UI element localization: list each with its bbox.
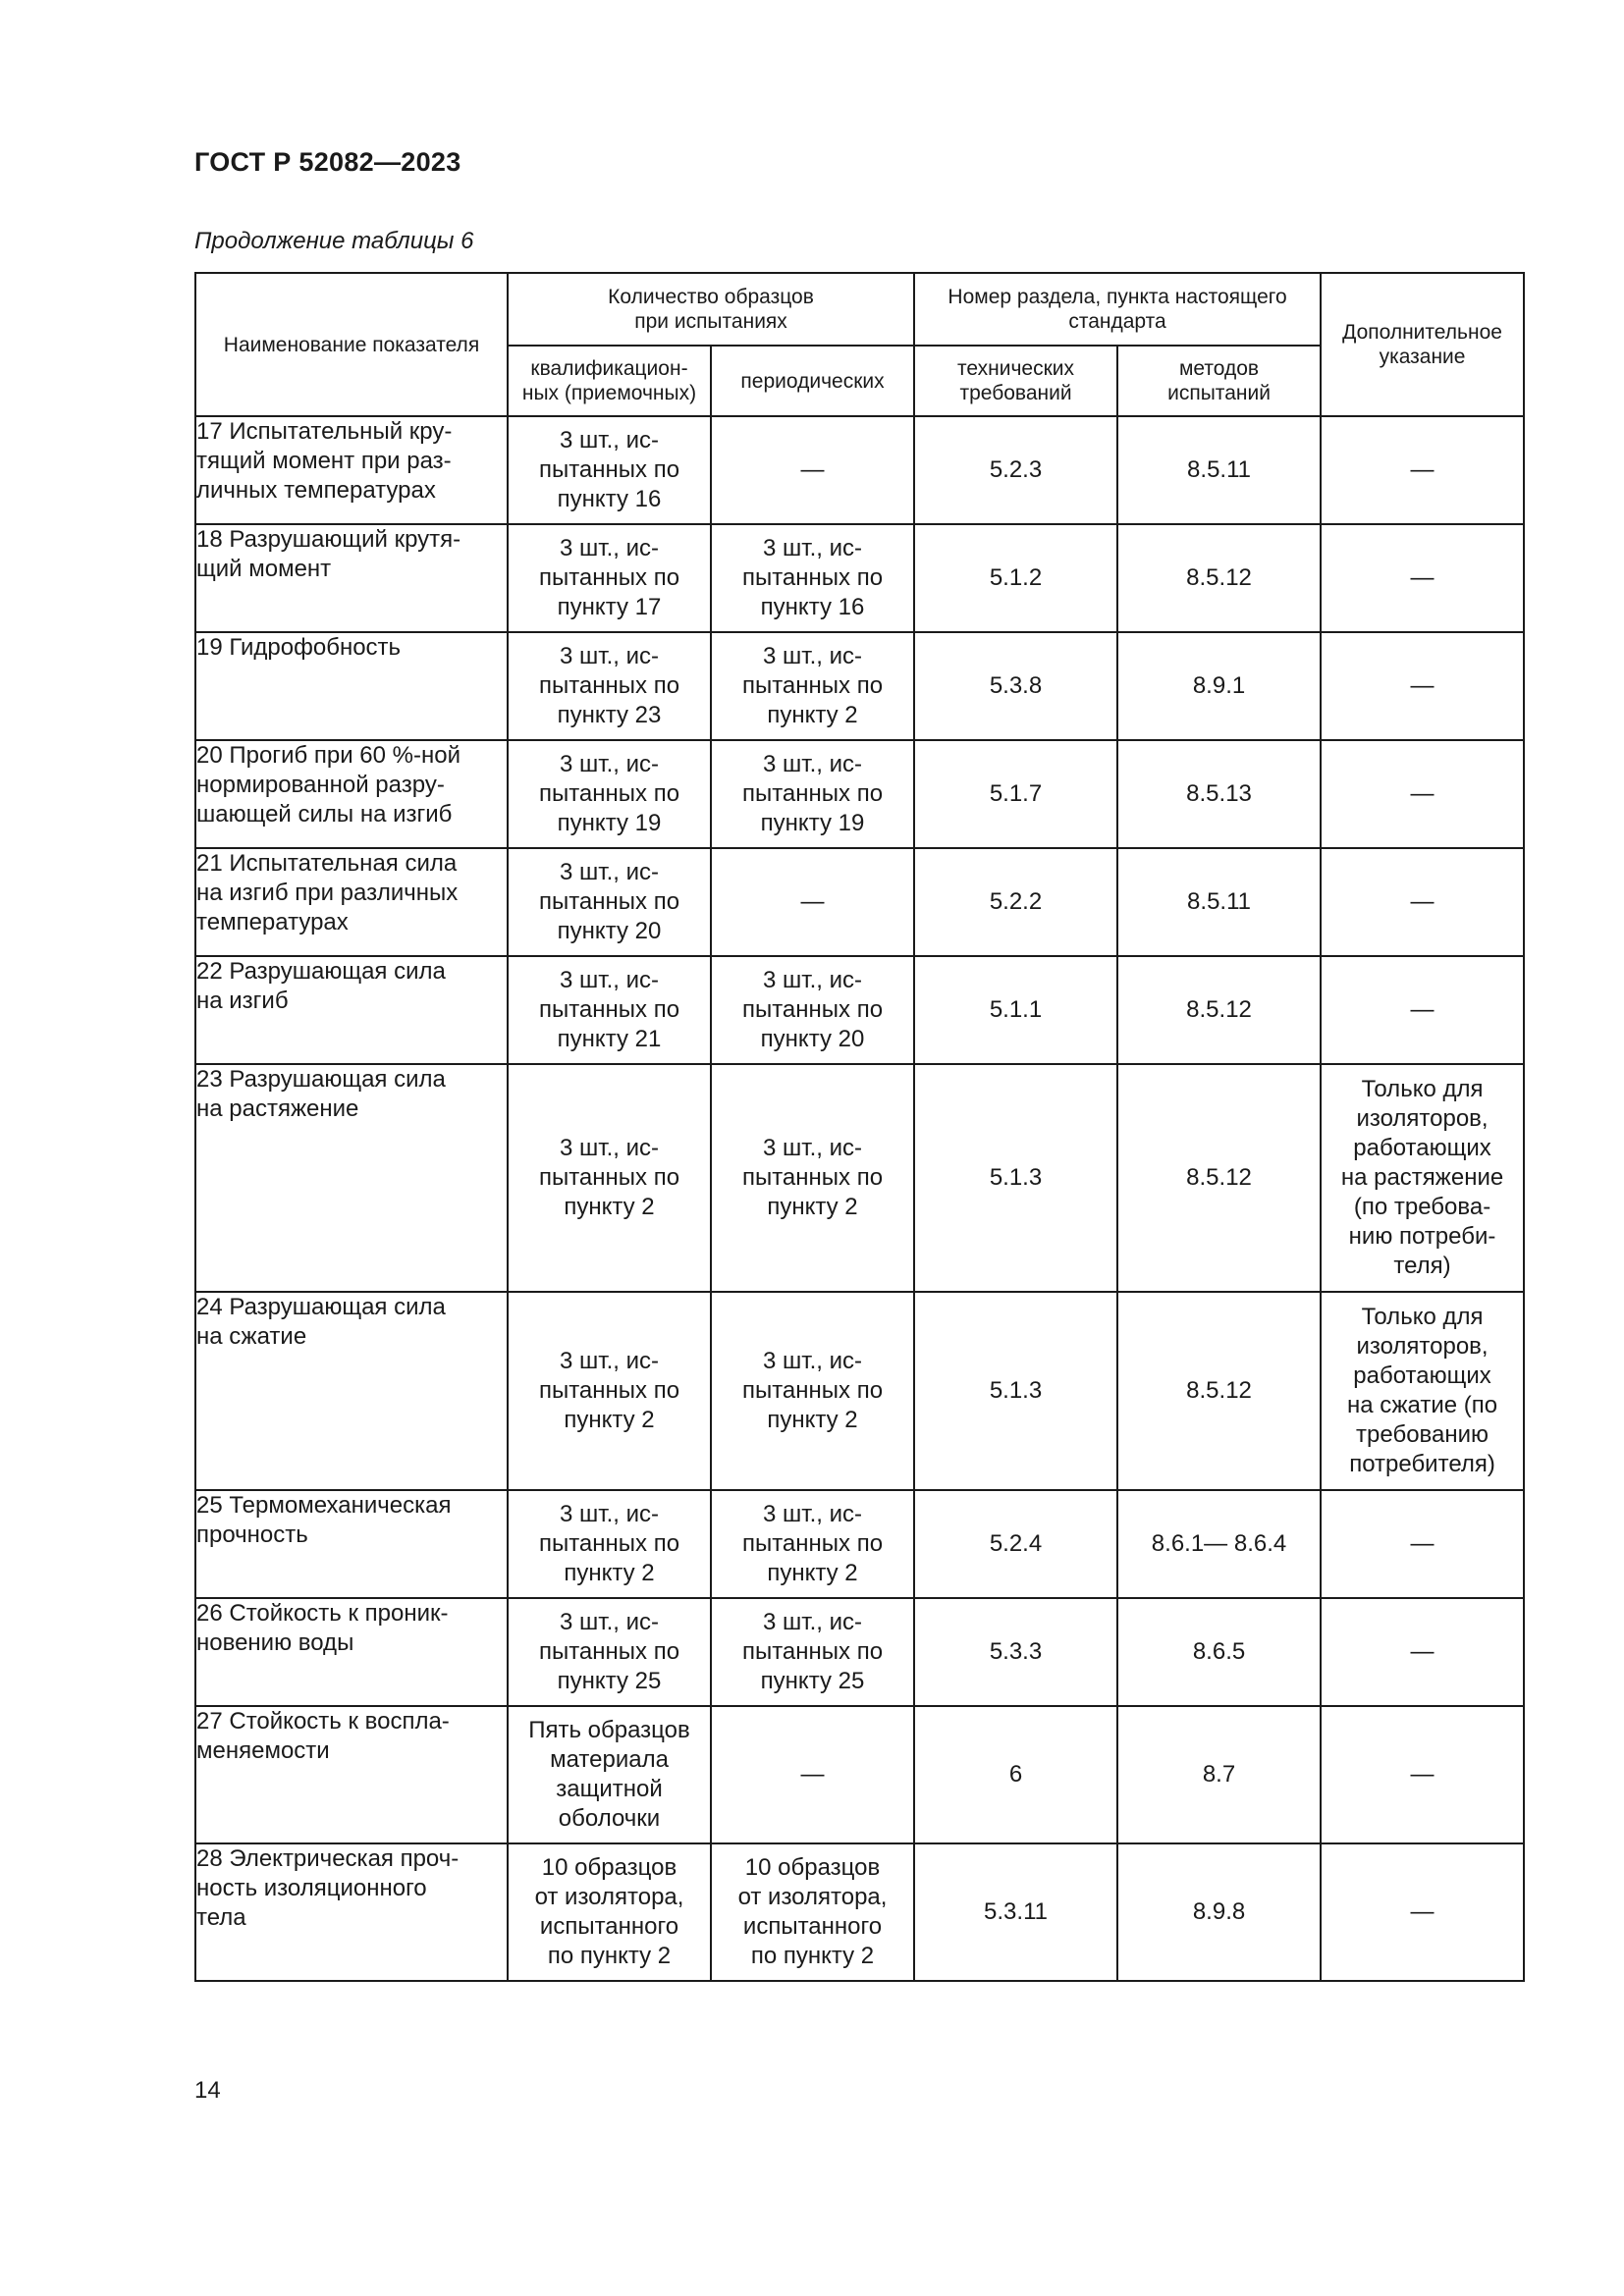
technical-requirements-cell: 5.1.1 bbox=[914, 956, 1117, 1064]
indicator-name-cell: 27 Стойкость к воспла- меняемости bbox=[195, 1706, 508, 1843]
test-methods-cell: 8.6.1— 8.6.4 bbox=[1117, 1490, 1321, 1598]
test-methods-cell: 8.9.1 bbox=[1117, 632, 1321, 740]
technical-requirements-cell: 5.1.7 bbox=[914, 740, 1117, 848]
table-row bbox=[195, 956, 1524, 1064]
test-methods-cell: 8.7 bbox=[1117, 1706, 1321, 1843]
additional-note-cell: — bbox=[1321, 1843, 1524, 1981]
indicator-name-cell: 23 Разрушающая сила на растяжение bbox=[195, 1064, 508, 1292]
qualification-samples-cell: 3 шт., ис- пытанных по пункту 17 bbox=[508, 524, 711, 632]
additional-note-cell: — bbox=[1321, 524, 1524, 632]
table-row bbox=[195, 848, 1524, 956]
table-body bbox=[195, 416, 1524, 1981]
technical-requirements-cell: 5.2.2 bbox=[914, 848, 1117, 956]
header-name: Наименование показателя bbox=[195, 273, 508, 416]
indicator-name-cell: 21 Испытательная сила на изгиб при различных температурах bbox=[195, 848, 508, 956]
qualification-samples-cell: 3 шт., ис- пытанных по пункту 2 bbox=[508, 1490, 711, 1598]
additional-note-cell: — bbox=[1321, 1490, 1524, 1598]
qualification-samples-cell: 3 шт., ис- пытанных по пункту 2 bbox=[508, 1064, 711, 1292]
technical-requirements-cell: 5.3.8 bbox=[914, 632, 1117, 740]
indicator-name-cell: 26 Стойкость к проник- новению воды bbox=[195, 1598, 508, 1706]
technical-requirements-cell: 6 bbox=[914, 1706, 1117, 1843]
header-periodic: периодических bbox=[711, 346, 914, 416]
qualification-samples-cell: 3 шт., ис- пытанных по пункту 20 bbox=[508, 848, 711, 956]
qualification-samples-cell: 3 шт., ис- пытанных по пункту 19 bbox=[508, 740, 711, 848]
indicator-name-cell: 17 Испытательный кру- тящий момент при раз- личных температурах bbox=[195, 416, 508, 524]
technical-requirements-cell: 5.2.3 bbox=[914, 416, 1117, 524]
additional-note-cell: — bbox=[1321, 956, 1524, 1064]
document-header: ГОСТ Р 52082—2023 bbox=[194, 147, 461, 177]
additional-note-cell: — bbox=[1321, 416, 1524, 524]
table-row bbox=[195, 1706, 1524, 1843]
periodic-samples-cell: 3 шт., ис- пытанных по пункту 2 bbox=[711, 1064, 914, 1292]
periodic-samples-cell: 3 шт., ис- пытанных по пункту 2 bbox=[711, 1490, 914, 1598]
test-methods-cell: 8.5.11 bbox=[1117, 416, 1321, 524]
table-row bbox=[195, 1064, 1524, 1292]
periodic-samples-cell: 3 шт., ис- пытанных по пункту 2 bbox=[711, 632, 914, 740]
additional-note-cell: — bbox=[1321, 632, 1524, 740]
indicator-name-cell: 28 Электрическая проч- ность изоляционного тела bbox=[195, 1843, 508, 1981]
technical-requirements-cell: 5.1.3 bbox=[914, 1064, 1117, 1292]
periodic-samples-cell: — bbox=[711, 1706, 914, 1843]
qualification-samples-cell: 3 шт., ис- пытанных по пункту 23 bbox=[508, 632, 711, 740]
test-methods-cell: 8.6.5 bbox=[1117, 1598, 1321, 1706]
table-row bbox=[195, 416, 1524, 524]
header-section-group: Номер раздела, пункта настоящего стандарта bbox=[914, 273, 1321, 346]
page-number: 14 bbox=[194, 2077, 221, 2104]
periodic-samples-cell: — bbox=[711, 416, 914, 524]
technical-requirements-cell: 5.3.3 bbox=[914, 1598, 1117, 1706]
header-additional: Дополнительное указание bbox=[1321, 273, 1524, 416]
test-methods-cell: 8.5.12 bbox=[1117, 1064, 1321, 1292]
table-row bbox=[195, 1292, 1524, 1490]
technical-requirements-cell: 5.3.11 bbox=[914, 1843, 1117, 1981]
header-technical: технических требований bbox=[914, 346, 1117, 416]
indicator-name-cell: 24 Разрушающая сила на сжатие bbox=[195, 1292, 508, 1490]
additional-note-cell: — bbox=[1321, 1598, 1524, 1706]
technical-requirements-cell: 5.1.3 bbox=[914, 1292, 1117, 1490]
periodic-samples-cell: 3 шт., ис- пытанных по пункту 2 bbox=[711, 1292, 914, 1490]
additional-note-cell: — bbox=[1321, 848, 1524, 956]
periodic-samples-cell: 3 шт., ис- пытанных по пункту 20 bbox=[711, 956, 914, 1064]
periodic-samples-cell: 3 шт., ис- пытанных по пункту 25 bbox=[711, 1598, 914, 1706]
test-methods-cell: 8.5.11 bbox=[1117, 848, 1321, 956]
qualification-samples-cell: 3 шт., ис- пытанных по пункту 2 bbox=[508, 1292, 711, 1490]
indicator-name-cell: 18 Разрушающий крутя- щий момент bbox=[195, 524, 508, 632]
header-methods: методов испытаний bbox=[1117, 346, 1321, 416]
qualification-samples-cell: 3 шт., ис- пытанных по пункту 25 bbox=[508, 1598, 711, 1706]
technical-requirements-cell: 5.1.2 bbox=[914, 524, 1117, 632]
table-row bbox=[195, 632, 1524, 740]
additional-note-cell: — bbox=[1321, 740, 1524, 848]
table-row bbox=[195, 1843, 1524, 1981]
periodic-samples-cell: — bbox=[711, 848, 914, 956]
specification-table bbox=[194, 272, 1525, 1982]
additional-note-cell: — bbox=[1321, 1706, 1524, 1843]
periodic-samples-cell: 3 шт., ис- пытанных по пункту 16 bbox=[711, 524, 914, 632]
test-methods-cell: 8.9.8 bbox=[1117, 1843, 1321, 1981]
additional-note-cell: Только для изоляторов, работающих на растяжение (по требова- нию потреби- теля) bbox=[1321, 1064, 1524, 1292]
technical-requirements-cell: 5.2.4 bbox=[914, 1490, 1117, 1598]
table-row bbox=[195, 524, 1524, 632]
test-methods-cell: 8.5.12 bbox=[1117, 1292, 1321, 1490]
test-methods-cell: 8.5.12 bbox=[1117, 524, 1321, 632]
periodic-samples-cell: 3 шт., ис- пытанных по пункту 19 bbox=[711, 740, 914, 848]
header-quantity-group: Количество образцов при испытаниях bbox=[508, 273, 914, 346]
indicator-name-cell: 19 Гидрофобность bbox=[195, 632, 508, 740]
table-caption: Продолжение таблицы 6 bbox=[194, 228, 474, 254]
header-qualification: квалификацион- ных (приемочных) bbox=[508, 346, 711, 416]
qualification-samples-cell: 10 образцов от изолятора, испытанного по пункту 2 bbox=[508, 1843, 711, 1981]
table-row bbox=[195, 740, 1524, 848]
test-methods-cell: 8.5.13 bbox=[1117, 740, 1321, 848]
periodic-samples-cell: 10 образцов от изолятора, испытанного по пункту 2 bbox=[711, 1843, 914, 1981]
qualification-samples-cell: Пять образцов материала защитной оболочки bbox=[508, 1706, 711, 1843]
table-row bbox=[195, 1598, 1524, 1706]
indicator-name-cell: 22 Разрушающая сила на изгиб bbox=[195, 956, 508, 1064]
table-row bbox=[195, 1490, 1524, 1598]
indicator-name-cell: 25 Термомеханическая прочность bbox=[195, 1490, 508, 1598]
test-methods-cell: 8.5.12 bbox=[1117, 956, 1321, 1064]
qualification-samples-cell: 3 шт., ис- пытанных по пункту 16 bbox=[508, 416, 711, 524]
qualification-samples-cell: 3 шт., ис- пытанных по пункту 21 bbox=[508, 956, 711, 1064]
indicator-name-cell: 20 Прогиб при 60 %-ной нормированной разру- шающей силы на изгиб bbox=[195, 740, 508, 848]
additional-note-cell: Только для изоляторов, работающих на сжатие (по требованию потребителя) bbox=[1321, 1292, 1524, 1490]
